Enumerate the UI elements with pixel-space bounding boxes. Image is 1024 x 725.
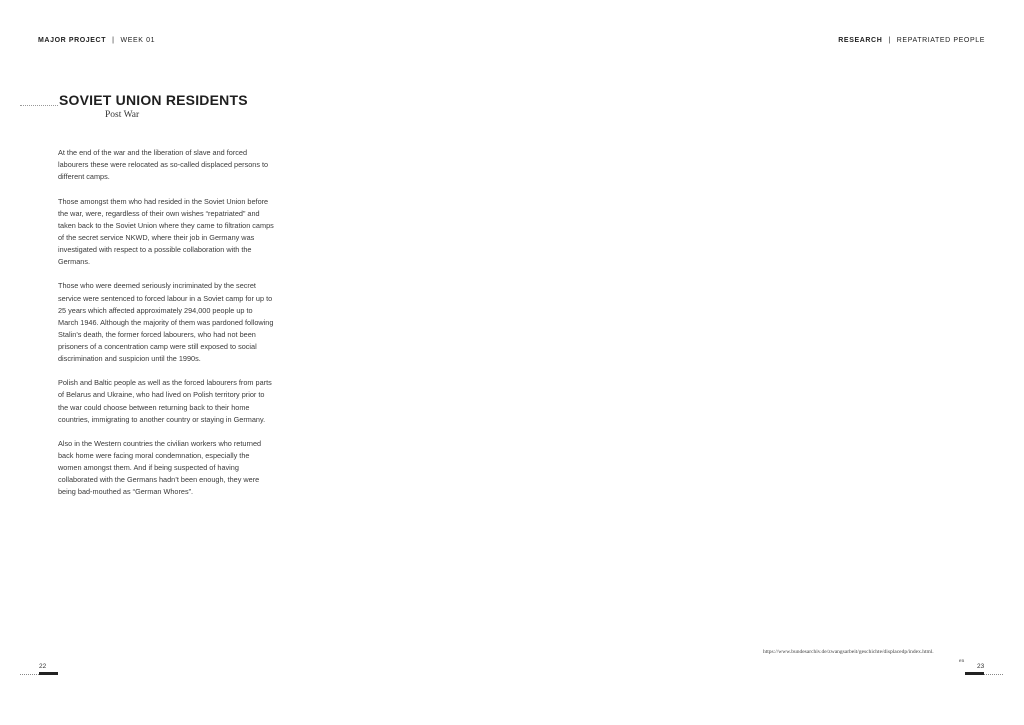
- body-text: [58, 147, 274, 511]
- header-section-label: RESEARCH: [838, 37, 883, 44]
- page-number-right: 23: [977, 663, 985, 670]
- header-right: [838, 37, 985, 44]
- title-dotted-rule: [20, 105, 58, 106]
- page-subtitle: Post War: [105, 110, 140, 120]
- source-url: https://www.bundesarchiv.de/zwangsarbeit/geschichte/displacedp/index.html.: [763, 649, 934, 655]
- page-title: SOVIET UNION RESIDENTS: [59, 92, 248, 108]
- footer-bar-left: [39, 672, 58, 675]
- header-divider: |: [112, 37, 115, 44]
- paragraph: At the end of the war and the liberation of slave and forced labourers these were relocated as so-called displaced persons to different camps.: [58, 148, 269, 182]
- footer-bar-right: [965, 672, 984, 675]
- paragraph: Those amongst them who had resided in the Soviet Union before the war, were, regardless of their own wishes “repatriated” and taken back to the Soviet Union where they came to filtration camps of the secret service NKWD, where their job in Germany was investigated with respect to a possible collaboration with the Germans.: [58, 196, 274, 267]
- paragraph: Also in the Western countries the civilian workers who returned back home were facing moral condemnation, especially the women amongst them. And if being suspected of having collaborated with the Germans hadn’t been enough, they were being bad-mouthed as “German Whores”.: [58, 439, 262, 497]
- footer-dotted-rule-left: [20, 674, 39, 675]
- header-topic-label: REPATRIATED PEOPLE: [896, 37, 985, 44]
- header-left: [38, 37, 155, 44]
- paragraph: Those who were deemed seriously incriminated by the secret service were sentenced to forced labour in a Soviet camp for up to 25 years which affected approximately 294,000 people up to March 1946. Although the majority of them was pardoned following Stalin’s death, the former forced labourers, who had not been prisoners of a concentration camp were still exposed to social discrimination and suspicion until the 1990s.: [58, 281, 274, 363]
- paragraph: Polish and Baltic people as well as the forced labourers from parts of Belarus and Ukraine, who had lived on Polish territory prior to the war could choose between returning back to their home countries, immigrating to another country or staying in Germany.: [58, 378, 272, 424]
- header-divider: |: [888, 37, 891, 44]
- source-url-suffix: en: [959, 658, 965, 664]
- page-number-left: 22: [39, 663, 47, 670]
- header-week-label: WEEK 01: [120, 37, 156, 44]
- footer-dotted-rule-right: [984, 674, 1003, 675]
- header-project-label: MAJOR PROJECT: [38, 37, 107, 44]
